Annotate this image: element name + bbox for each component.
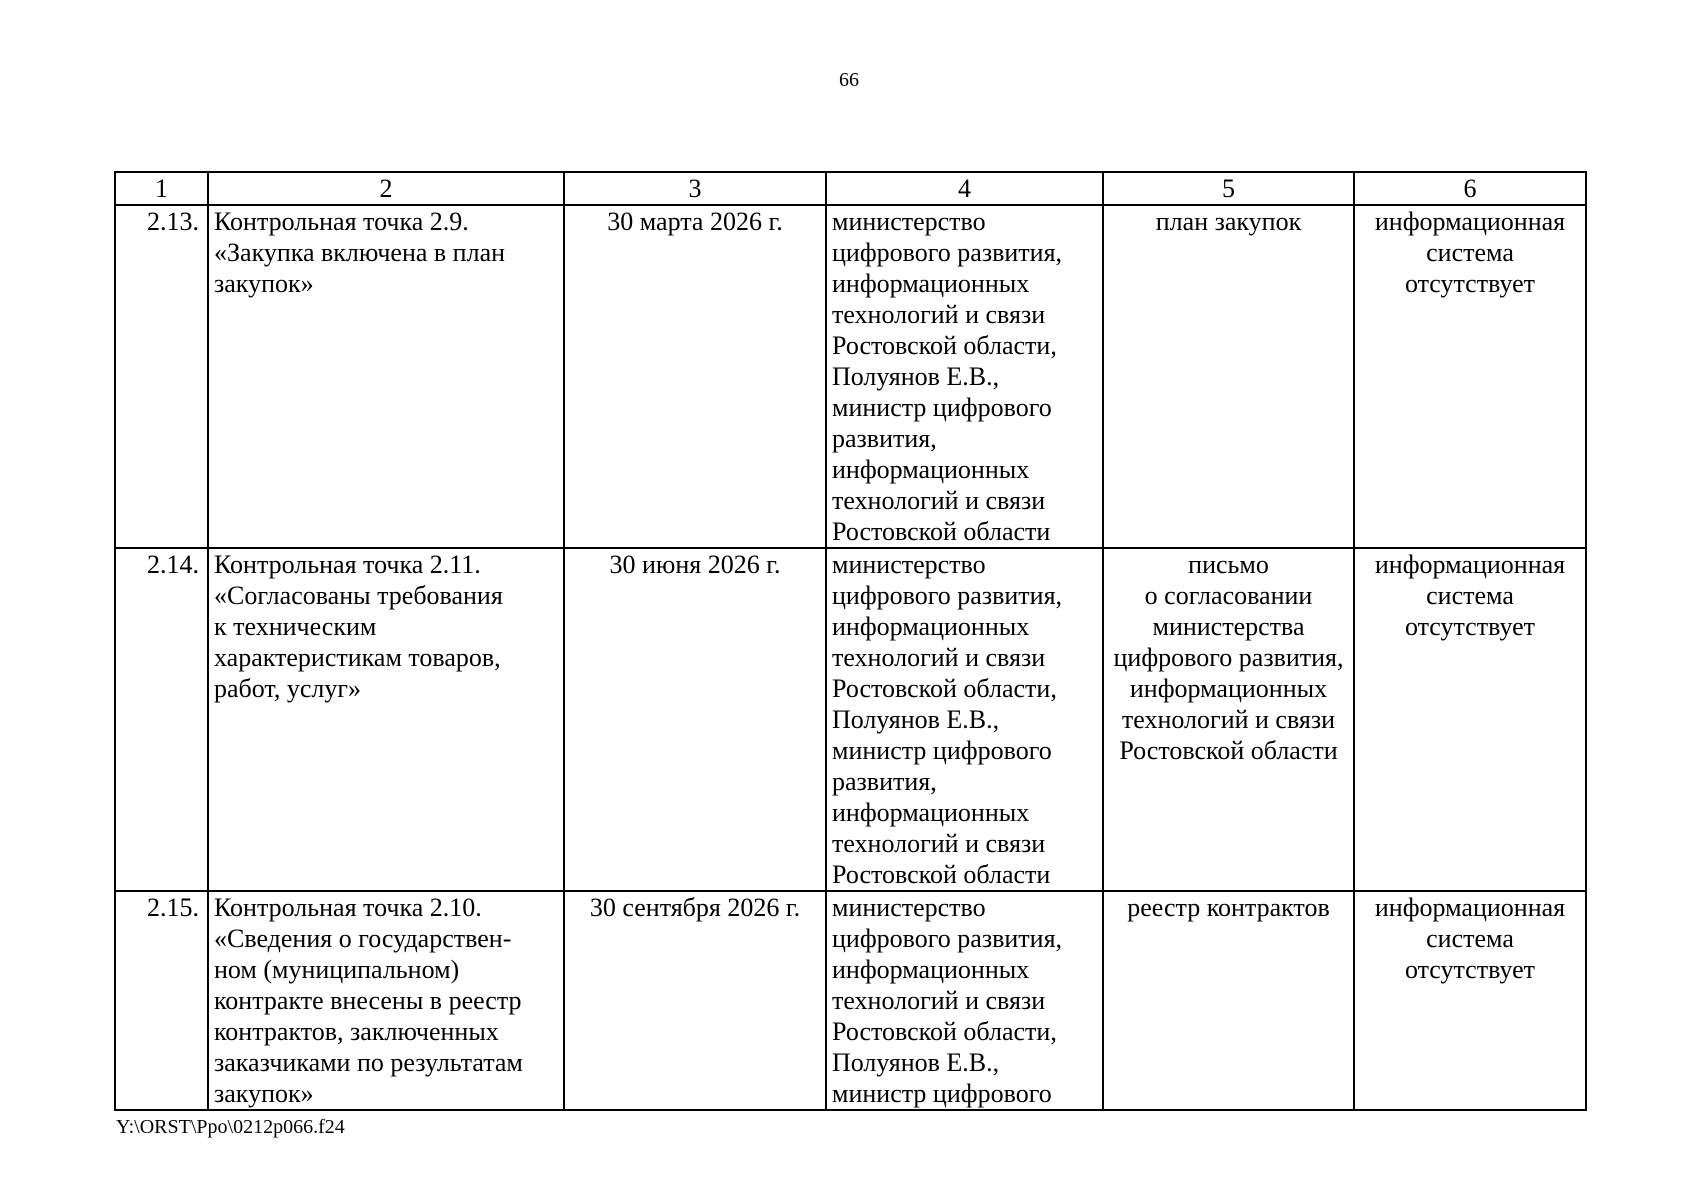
responsible-cell-line: министерство — [832, 550, 986, 579]
table-row — [115, 205, 1586, 548]
control-point-name-cell-line: характеристикам товаров, — [214, 643, 501, 672]
control-point-name-cell-line: контрактов, заключенных — [214, 1017, 499, 1046]
responsible-cell-line: министр цифрового — [832, 736, 1052, 765]
responsible-cell-line: Ростовской области — [832, 517, 1051, 546]
document-type-cell — [1103, 891, 1354, 1110]
control-point-name-cell-line: Контрольная точка 2.10. — [214, 893, 482, 922]
control-point-name-cell-line: «Сведения о государствен- — [214, 924, 512, 953]
responsible-cell-line: министерство — [832, 207, 986, 236]
information-system-cell — [1354, 548, 1586, 891]
information-system-cell-line: информационная — [1374, 207, 1566, 236]
control-point-name-cell — [208, 205, 564, 548]
document-type-cell-line: реестр контрактов — [1127, 893, 1330, 922]
information-system-cell-line: система — [1426, 924, 1514, 953]
control-points-table — [114, 171, 1587, 1111]
document-type-cell-line: информационных — [1129, 674, 1328, 703]
responsible-cell-line: технологий и связи — [832, 486, 1046, 515]
responsible-cell-line: Полуянов Е.В., — [832, 705, 1000, 734]
row-number-cell: 2.15. — [115, 891, 208, 1110]
document-type-cell — [1103, 548, 1354, 891]
information-system-cell-line: информационная — [1374, 550, 1566, 579]
information-system-cell-line: информационная — [1374, 893, 1566, 922]
table-row — [115, 548, 1586, 891]
table-row — [115, 891, 1586, 1110]
control-point-name-cell-line: «Закупка включена в план — [214, 238, 506, 267]
document-type-cell-line: Ростовской области — [1119, 736, 1338, 765]
column-header-6: 6 — [1354, 172, 1586, 205]
responsible-cell-line: информационных — [832, 269, 1030, 298]
responsible-cell — [826, 548, 1103, 891]
responsible-cell-line: министр цифрового — [832, 393, 1052, 422]
responsible-cell-line: Ростовской области — [832, 860, 1051, 889]
column-header-1: 1 — [115, 172, 208, 205]
control-point-name-cell-line: закупок» — [214, 1079, 314, 1108]
due-date-cell: 30 сентября 2026 г. — [564, 891, 826, 1110]
information-system-cell — [1354, 205, 1586, 548]
responsible-cell-line: цифрового развития, — [832, 924, 1063, 953]
responsible-cell-line: развития, — [832, 424, 937, 453]
control-point-name-cell-line: Контрольная точка 2.9. — [214, 207, 469, 236]
responsible-cell-line: Ростовской области, — [832, 331, 1057, 360]
responsible-cell-line: технологий и связи — [832, 643, 1046, 672]
row-number-cell: 2.13. — [115, 205, 208, 548]
control-point-name-cell-line: контракте внесены в реестр — [214, 986, 522, 1015]
document-type-cell-line: технологий и связи — [1121, 705, 1336, 734]
responsible-cell-line: информационных — [832, 612, 1030, 641]
responsible-cell-line: Полуянов Е.В., — [832, 1048, 1000, 1077]
column-header-5: 5 — [1103, 172, 1354, 205]
responsible-cell-line: информационных — [832, 955, 1030, 984]
responsible-cell-line: Полуянов Е.В., — [832, 362, 1000, 391]
document-type-cell — [1103, 205, 1354, 548]
table-header-row — [115, 172, 1586, 205]
due-date-cell: 30 июня 2026 г. — [564, 548, 826, 891]
column-header-4: 4 — [826, 172, 1103, 205]
responsible-cell-line: цифрового развития, — [832, 581, 1063, 610]
responsible-cell-line: развития, — [832, 767, 937, 796]
information-system-cell-line: отсутствует — [1404, 612, 1536, 641]
document-type-cell-line: план закупок — [1155, 207, 1302, 236]
due-date-cell: 30 марта 2026 г. — [564, 205, 826, 548]
control-point-name-cell-line: «Согласованы требования — [214, 581, 503, 610]
control-point-name-cell-line: Контрольная точка 2.11. — [214, 550, 481, 579]
column-header-3: 3 — [564, 172, 826, 205]
responsible-cell-line: министерство — [832, 893, 986, 922]
information-system-cell-line: отсутствует — [1404, 955, 1536, 984]
responsible-cell-line: информационных — [832, 455, 1030, 484]
responsible-cell-line: информационных — [832, 798, 1030, 827]
information-system-cell-line: система — [1426, 581, 1514, 610]
column-header-2: 2 — [208, 172, 564, 205]
responsible-cell-line: технологий и связи — [832, 829, 1046, 858]
document-type-cell-line: письмо — [1188, 550, 1269, 579]
document-type-cell-line: министерства — [1152, 612, 1305, 641]
responsible-cell — [826, 891, 1103, 1110]
responsible-cell-line: технологий и связи — [832, 300, 1046, 329]
document-type-cell-line: цифрового развития, — [1113, 643, 1344, 672]
document-type-cell-line: о согласовании — [1144, 581, 1313, 610]
row-number-cell: 2.14. — [115, 548, 208, 891]
control-point-name-cell-line: к техническим — [214, 612, 377, 641]
control-point-name-cell — [208, 891, 564, 1110]
information-system-cell-line: система — [1426, 238, 1514, 267]
footer-file-path: Y:\ORST\Ppo\0212p066.f24 — [116, 1116, 345, 1138]
responsible-cell-line: технологий и связи — [832, 986, 1046, 1015]
responsible-cell-line: цифрового развития, — [832, 238, 1063, 267]
responsible-cell-line: Ростовской области, — [832, 674, 1057, 703]
control-point-name-cell-line: работ, услуг» — [214, 674, 362, 703]
responsible-cell — [826, 205, 1103, 548]
control-point-name-cell-line: заказчиками по результатам — [214, 1048, 523, 1077]
control-point-name-cell — [208, 548, 564, 891]
control-point-name-cell-line: ном (муниципальном) — [214, 955, 460, 984]
information-system-cell — [1354, 891, 1586, 1110]
information-system-cell-line: отсутствует — [1404, 269, 1536, 298]
page-number: 66 — [839, 69, 859, 91]
responsible-cell-line: Ростовской области, — [832, 1017, 1057, 1046]
control-point-name-cell-line: закупок» — [214, 269, 314, 298]
responsible-cell-line: министр цифрового — [832, 1079, 1052, 1108]
